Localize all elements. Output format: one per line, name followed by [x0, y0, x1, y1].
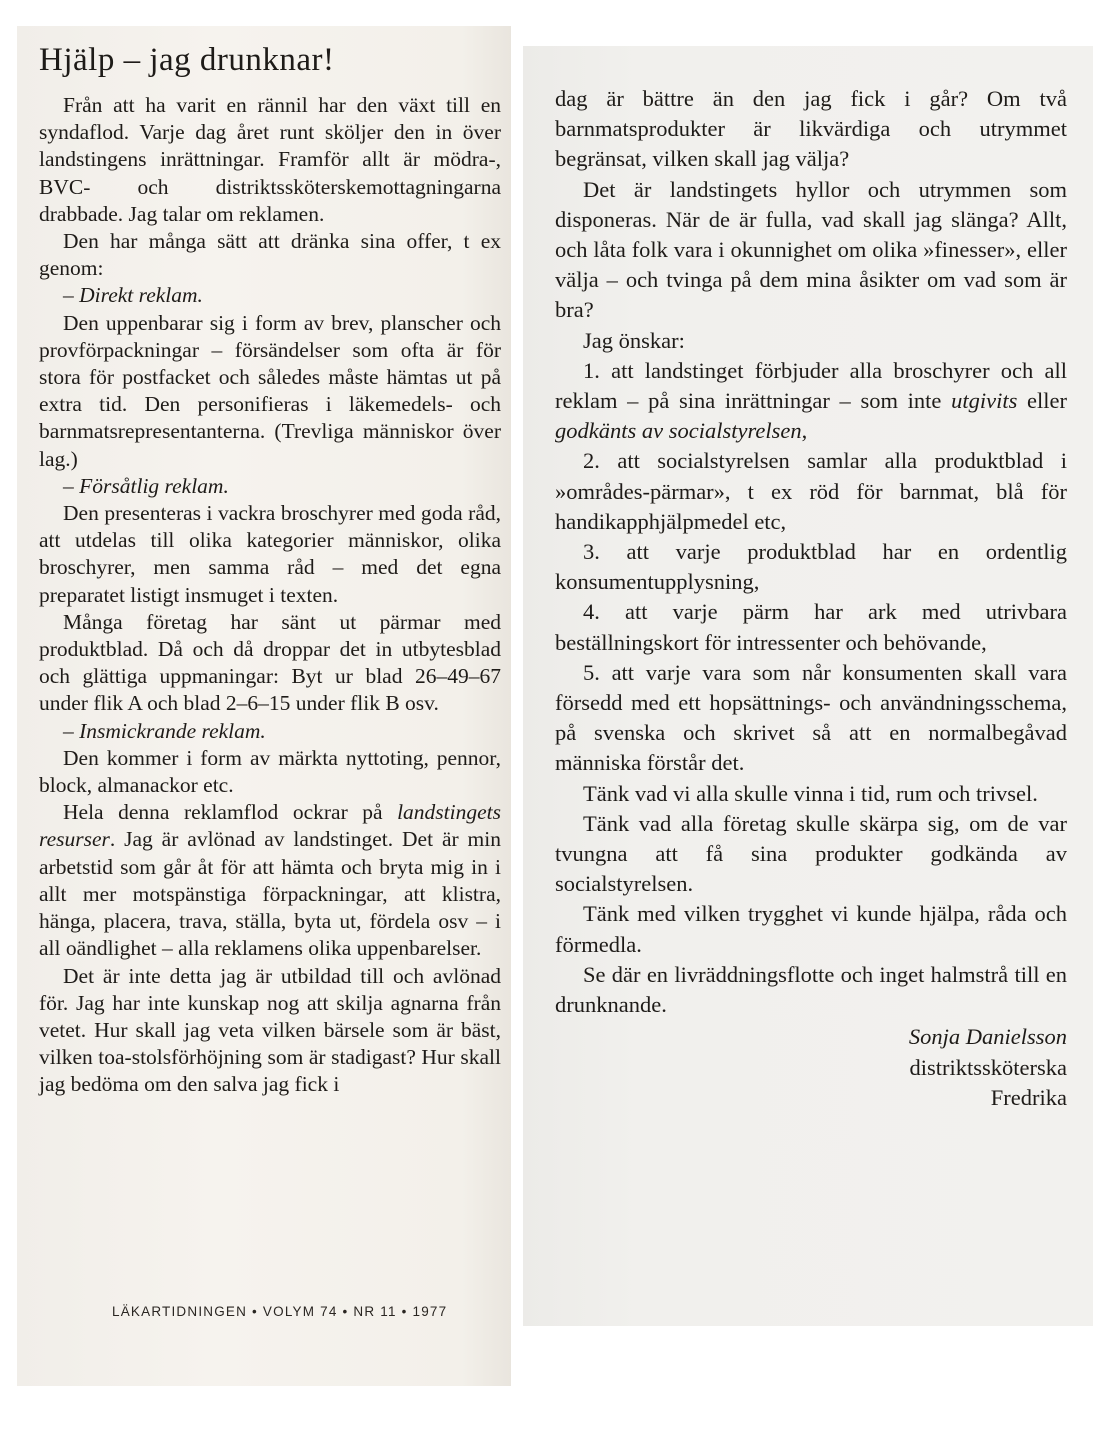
paragraph: Från att ha varit en rännil har den växt till en syndaflod. Varje dag året runt sköljer den in över landstingens inrättningar. Framför allt är mödra-, BVC- och distriktssköterskemottagningarna drabbade. Jag talar om reklamen. — [39, 93, 501, 226]
right-column — [555, 84, 1067, 1113]
left-page — [17, 26, 511, 1386]
list-item: – Försåtlig reklam. — [63, 473, 229, 498]
wish-item — [555, 356, 1067, 447]
page-footer — [112, 1304, 447, 1319]
separator: • — [401, 1304, 408, 1319]
wish-item: 2. att socialstyrelsen samlar alla produktblad i »områdes-pärmar», t ex röd för barnmat, blå för handikapphjälpmedel etc, — [555, 448, 1067, 534]
author-role: distriktssköterska — [909, 1054, 1067, 1080]
paragraph: Jag önskar: — [583, 327, 685, 353]
text-run: 1. att landstinget förbjuder alla broschyrer och all reklam – på sina inrättningar – som inte — [555, 357, 1067, 414]
wish-item: 3. att varje produktblad har en ordentlig konsumentupplysning, — [555, 539, 1067, 595]
paragraph: Den presenteras i vackra broschyrer med goda råd, att utdelas till olika kategorier människor, olika broschyrer, men samma råd – med det egna preparatet listigt insmuget i texten. — [39, 501, 501, 607]
italic-text: utgivits — [951, 388, 1018, 414]
wish-item: 5. att varje vara som når konsumenten skall vara försedd med ett hopsättnings- och användningsschema, på svenska och skrivet så att en normalbegåvad människa förstår det. — [555, 659, 1067, 776]
paragraph: Den uppenbarar sig i form av brev, planscher och provförpackningar – försändelser som ofta är för stora för postfacket och således måste hämtas ut på extra tid. Den personifieras i läkemedels- och barnmatsrepresentanterna. (Trevliga människor över lag.) — [39, 310, 501, 471]
signature — [555, 1022, 1067, 1113]
separator: • — [252, 1304, 258, 1319]
list-item: – Direkt reklam. — [63, 283, 203, 308]
paragraph: Tänk vad vi alla skulle vinna i tid, rum och trivsel. — [583, 780, 1038, 806]
year: 1977 — [412, 1304, 448, 1319]
text-run: , — [801, 418, 808, 444]
text-run: . Jag är avlönad av landstinget. Det är min arbetstid som går åt för att hämta och bryta mig in i allt mer motspänstiga förpackningar, att klistra, hänga, placera, trava, ställa, byta ut, fördela osv – i all oändlighet – alla reklamens olika uppenbarelser. — [39, 827, 501, 961]
text-run: Hela denna reklamflod ockrar på — [63, 800, 398, 825]
paragraph: Många företag har sänt ut pärmar med produktblad. Då och då droppar det in utbytesblad och glättiga uppmaningar: Byt ur blad 26–49–67 under flik A och blad 2–6–15 under flik B osv. — [39, 609, 501, 716]
list-item: – Insmickrande reklam. — [63, 718, 266, 743]
separator: • — [342, 1304, 349, 1319]
paragraph: Se där en livräddningsflotte och inget halmstrå till en drunknande. — [555, 961, 1067, 1018]
italic-text: landstingets resurser — [39, 800, 501, 852]
journal-name: LÄKARTIDNINGEN — [112, 1304, 248, 1319]
issue-number: NR 11 — [353, 1304, 397, 1319]
paragraph: dag är bättre än den jag fick i går? Om två barnmatsprodukter är likvärdiga och utrymmet begränsat, vilken skall jag välja? — [555, 86, 1067, 172]
paragraph: Det är inte detta jag är utbildad till och avlönad för. Jag har inte kunskap nog att skilja agnarna från vetet. Hur skall jag veta vilken bärsele som är bäst, vilken toa-stolsförhöjning som är stadigast? Hur skall jag bedöma om den salva jag fick i — [39, 963, 501, 1097]
right-page — [523, 46, 1093, 1326]
paragraph: Tänk med vilken trygghet vi kunde hjälpa, råda och förmedla. — [555, 901, 1067, 957]
italic-text: godkänts av socialstyrelsen — [555, 418, 802, 444]
article-title: Hjälp – jag drunknar! — [39, 42, 335, 78]
wish-item: 4. att varje pärm har ark med utrivbara beställningskort för intressenter och behövande, — [555, 599, 1067, 655]
paragraph: Den har många sätt att dränka sina offer, t ex genom: — [39, 229, 501, 281]
paragraph — [39, 799, 501, 962]
author-place: Fredrika — [990, 1084, 1067, 1110]
author-name: Sonja Danielsson — [908, 1024, 1067, 1050]
paragraph: Tänk vad alla företag skulle skärpa sig, om de var tvungna att få sina produkter godkända av socialstyrelsen. — [555, 810, 1067, 897]
volume-number: VOLYM 74 — [262, 1304, 338, 1319]
text-run: eller — [1017, 388, 1067, 414]
left-column — [39, 92, 501, 1099]
paragraph: Det är landstingets hyllor och utrymmen som disponeras. När de är fulla, vad skall jag slänga? Allt, och låta folk vara i okunnighet om olika »finesser», eller välja – och tvinga på dem mina åsikter om vad som är bra? — [555, 176, 1067, 323]
paragraph: Den kommer i form av märkta nyttoting, pennor, block, almanackor etc. — [39, 745, 501, 798]
